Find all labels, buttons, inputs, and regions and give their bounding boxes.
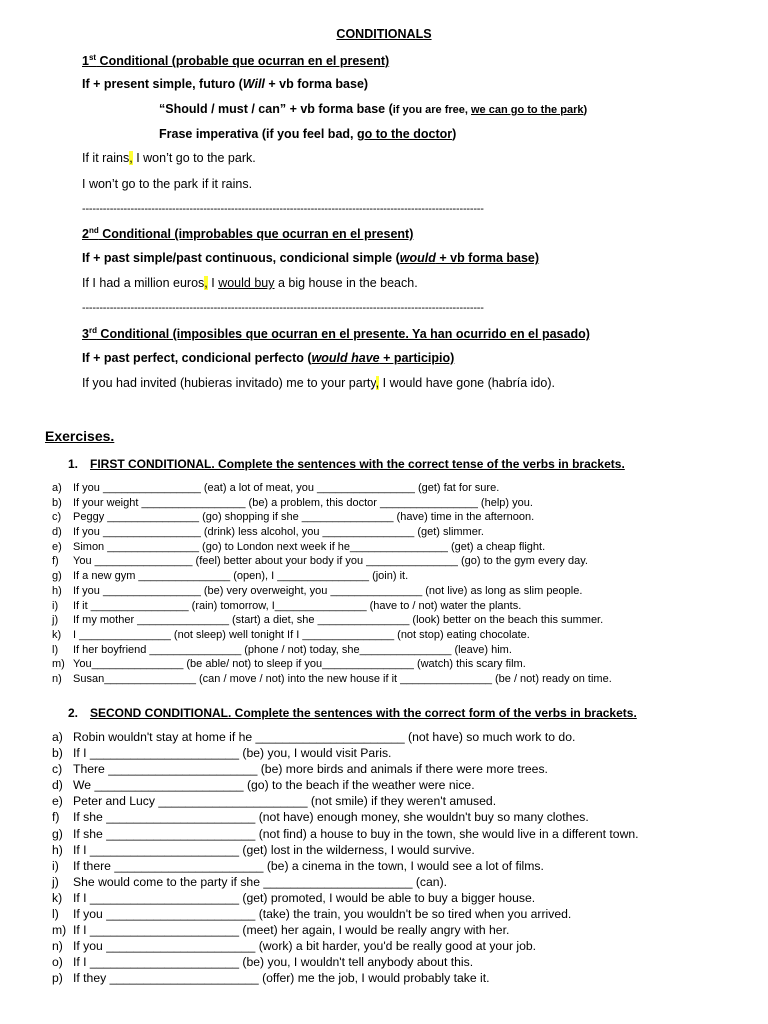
should-example-end: )	[583, 104, 588, 116]
exercise-item	[52, 761, 639, 777]
item-sentence: If I ______________________ (be) you, I wouldn't tell anybody about this.	[73, 955, 474, 970]
exercises-title: Exercises.	[45, 428, 115, 444]
example-underlined: would buy	[218, 276, 275, 290]
imperative-underlined: go to the doctor	[356, 127, 453, 141]
highlighted-comma: ,	[129, 151, 133, 165]
item-sentence: Simon _______________ (go) to London next week if he________________ (get) a cheap flight.	[73, 540, 546, 553]
exercise-item	[52, 826, 639, 842]
heading-ordinal: st	[88, 53, 97, 62]
separator-line: --------------------------------------------------------------------------------------------------------------------	[82, 302, 484, 314]
item-sentence: If I ______________________ (get) lost in the wilderness, I would survive.	[73, 842, 475, 857]
example-text: I won’t go to the park	[82, 177, 199, 191]
exercise-item	[52, 954, 639, 970]
item-sentence: Peggy _______________ (go) shopping if she _______________ (have) time in the afternoon.	[73, 511, 535, 524]
third-conditional-rule	[82, 351, 454, 365]
example-text: If I had a million euros	[82, 276, 205, 290]
example-text-end: I won’t go to the park.	[132, 151, 256, 165]
first-conditional-example-1	[82, 151, 256, 165]
item-sentence: If they ______________________ (offer) me the job, I would probably take it.	[73, 971, 490, 986]
item-letter: l)	[52, 643, 59, 656]
item-sentence: If she ______________________ (not find) a house to buy in the town, she would live in a different town.	[73, 826, 639, 841]
item-sentence: If you ________________ (drink) less alcohol, you _______________ (get) slimmer.	[73, 526, 484, 539]
rule-text-end: + participio)	[379, 351, 455, 365]
page-title: CONDITIONALS	[336, 27, 432, 41]
exercise-item	[52, 613, 612, 628]
should-rule-text: “Should / must / can” + vb forma base (	[159, 102, 393, 116]
item-sentence: There ______________________ (be) more birds and animals if there were more trees.	[73, 762, 548, 777]
item-sentence: Peter and Lucy ______________________ (not smile) if they weren't amused.	[73, 794, 497, 809]
item-letter: b)	[52, 496, 62, 509]
exercise-item	[52, 672, 612, 687]
rule-would-have: would have	[311, 351, 380, 365]
exercise-item	[52, 906, 639, 922]
item-letter: n)	[52, 939, 63, 954]
exercise-item	[52, 657, 612, 672]
example-text-end: if it rains.	[202, 177, 253, 191]
exercise-item	[52, 554, 612, 569]
item-sentence: If I ______________________ (get) promoted, I would be able to buy a bigger house.	[73, 890, 536, 905]
imperative-end: )	[452, 127, 457, 141]
item-letter: g)	[52, 570, 62, 583]
heading-ordinal: nd	[88, 226, 99, 235]
heading-text: Conditional (imposibles que ocurran en el presente. Ya han ocurrido en el pasado)	[96, 327, 590, 342]
heading-text: Conditional (probable que ocurran en el present)	[96, 54, 390, 69]
rule-text-end: + vb forma base)	[435, 251, 540, 265]
task-number: 2.	[68, 706, 79, 720]
task1-heading	[68, 457, 625, 471]
exercise-item	[52, 628, 612, 643]
item-sentence: If you ________________ (be) very overweight, you _______________ (not live) as long as slim people.	[73, 584, 583, 597]
item-letter: i)	[52, 599, 59, 612]
exercise-item	[52, 745, 639, 761]
item-letter: c)	[52, 511, 62, 524]
exercise-item	[52, 584, 612, 599]
first-conditional-example-2	[82, 177, 252, 191]
item-sentence: Susan_______________ (can / move / not) into the new house if it _______________ (be / not) ready on time.	[73, 672, 612, 685]
rule-text: If + present simple, futuro (	[82, 77, 243, 91]
item-letter: p)	[52, 971, 63, 986]
item-letter: d)	[52, 526, 62, 539]
item-letter: o)	[52, 955, 63, 970]
example-text: If you had invited (hubieras invitado) me to your party	[82, 376, 376, 390]
rule-will: Will	[242, 77, 265, 91]
exercise-item	[52, 922, 639, 938]
exercise-item	[52, 970, 639, 986]
item-letter: f)	[52, 555, 59, 568]
exercise-item	[52, 510, 612, 525]
item-letter: c)	[52, 762, 63, 777]
task-number: 1.	[68, 457, 79, 471]
second-conditional-exercise-list	[52, 729, 639, 987]
third-conditional-heading	[82, 326, 590, 341]
second-conditional-rule	[82, 251, 539, 265]
item-sentence: If she ______________________ (not have) enough money, she wouldn't buy so many clothes.	[73, 810, 589, 825]
should-example-start: if you are free,	[392, 104, 471, 116]
exercise-item	[52, 842, 639, 858]
should-example-underlined: we can go to the park	[471, 104, 584, 116]
item-sentence: If I ______________________ (be) you, I would visit Paris.	[73, 746, 392, 761]
item-sentence: If my mother _______________ (start) a diet, she _______________ (look) better on the beach this summer.	[73, 614, 604, 627]
heading-number: 1	[82, 54, 89, 69]
example-text-end: a big house in the beach.	[274, 276, 418, 290]
rule-text-end: + vb forma base)	[264, 77, 369, 91]
task-heading-text: SECOND CONDITIONAL. Complete the sentences with the correct form of the verbs in brackets.	[90, 706, 637, 720]
item-letter: a)	[52, 482, 62, 494]
item-letter: d)	[52, 778, 63, 793]
heading-number: 3	[82, 327, 89, 342]
item-sentence: You ________________ (feel) better about your body if you _______________ (go) to the gym every day.	[73, 555, 588, 568]
highlighted-comma: ,	[204, 276, 208, 290]
item-letter: g)	[52, 826, 63, 841]
item-letter: n)	[52, 672, 62, 685]
rule-text: If + past perfect, condicional perfecto (	[82, 351, 312, 365]
exercise-item	[52, 643, 612, 658]
first-conditional-heading	[82, 53, 389, 68]
exercise-item	[52, 858, 639, 874]
item-sentence: If it ________________ (rain) tomorrow, I_______________ (have to / not) water the plants.	[73, 599, 522, 612]
exercise-item	[52, 496, 612, 511]
example-text: If it rains	[82, 151, 130, 165]
item-letter: b)	[52, 746, 63, 761]
item-sentence: You_______________ (be able/ not) to sleep if you_______________ (watch) this scary film.	[73, 658, 526, 671]
item-letter: f)	[52, 810, 60, 825]
rule-text: If + past simple/past continuous, condicional simple (	[82, 251, 400, 265]
first-conditional-rule	[82, 77, 368, 91]
exercise-item	[52, 890, 639, 906]
exercise-item	[52, 729, 639, 745]
item-sentence: I _______________ (not sleep) well tonight If I _______________ (not stop) eating chocolate.	[73, 628, 530, 641]
item-letter: i)	[52, 858, 59, 873]
item-letter: m)	[52, 658, 65, 671]
item-letter: e)	[52, 794, 63, 809]
heading-text: Conditional (improbables que ocurran en el present)	[98, 227, 414, 242]
example-text-mid: I	[207, 276, 219, 290]
imperative-text: Frase imperativa (if you feel bad,	[159, 127, 357, 141]
item-letter: m)	[52, 923, 67, 938]
item-letter: a)	[52, 730, 63, 744]
first-conditional-should-rule	[159, 102, 587, 116]
item-sentence: If you ________________ (eat) a lot of meat, you ________________ (get) fat for sure.	[73, 482, 500, 494]
item-sentence: If you ______________________ (take) the train, you wouldn't be so tired when you arrived.	[73, 907, 572, 922]
item-letter: j)	[52, 614, 59, 627]
heading-ordinal: rd	[88, 326, 97, 335]
item-letter: l)	[52, 907, 59, 922]
exercise-item	[52, 874, 639, 890]
item-letter: j)	[52, 874, 59, 889]
item-sentence: If a new gym _______________ (open), I _______________ (join) it.	[73, 570, 409, 583]
item-letter: e)	[52, 540, 62, 553]
exercise-item	[52, 793, 639, 809]
second-conditional-heading	[82, 226, 413, 241]
item-sentence: Robin wouldn't stay at home if he ______________________ (not have) so much work to do.	[73, 730, 576, 744]
item-sentence: If there ______________________ (be) a cinema in the town, I would see a lot of films.	[73, 858, 544, 873]
separator-line: --------------------------------------------------------------------------------------------------------------------	[82, 203, 484, 215]
item-sentence: If I ______________________ (meet) her again, I would be really angry with her.	[73, 923, 510, 938]
highlighted-comma: ,	[375, 376, 380, 390]
task-heading-text: FIRST CONDITIONAL. Complete the sentences with the correct tense of the verbs in brackets.	[90, 457, 625, 471]
task2-heading	[68, 706, 637, 720]
item-letter: k)	[52, 890, 63, 905]
item-letter: k)	[52, 628, 62, 641]
item-sentence: She would come to the party if she ______________________ (can).	[73, 874, 448, 889]
exercise-item	[52, 569, 612, 584]
example-text-end: I would have gone (habría ido).	[379, 376, 555, 390]
exercise-item	[52, 481, 612, 496]
first-conditional-exercise-list	[52, 481, 612, 687]
exercise-item	[52, 525, 612, 540]
third-conditional-example	[82, 376, 555, 390]
exercise-item	[52, 540, 612, 555]
item-sentence: If you ______________________ (work) a bit harder, you'd be really good at your job.	[73, 939, 537, 954]
item-sentence: We ______________________ (go) to the beach if the weather were nice.	[73, 778, 475, 793]
exercise-item	[52, 777, 639, 793]
heading-number: 2	[82, 227, 89, 242]
first-conditional-imperative-rule	[159, 127, 456, 141]
second-conditional-example	[82, 276, 418, 290]
item-letter: h)	[52, 584, 62, 597]
item-sentence: If her boyfriend _______________ (phone / not) today, she_______________ (leave) him.	[73, 643, 512, 656]
rule-would: would	[399, 251, 436, 265]
item-sentence: If your weight _________________ (be) a problem, this doctor ________________ (help) you.	[73, 496, 533, 509]
exercise-item	[52, 809, 639, 825]
item-letter: h)	[52, 842, 63, 857]
exercise-item	[52, 938, 639, 954]
exercise-item	[52, 599, 612, 614]
